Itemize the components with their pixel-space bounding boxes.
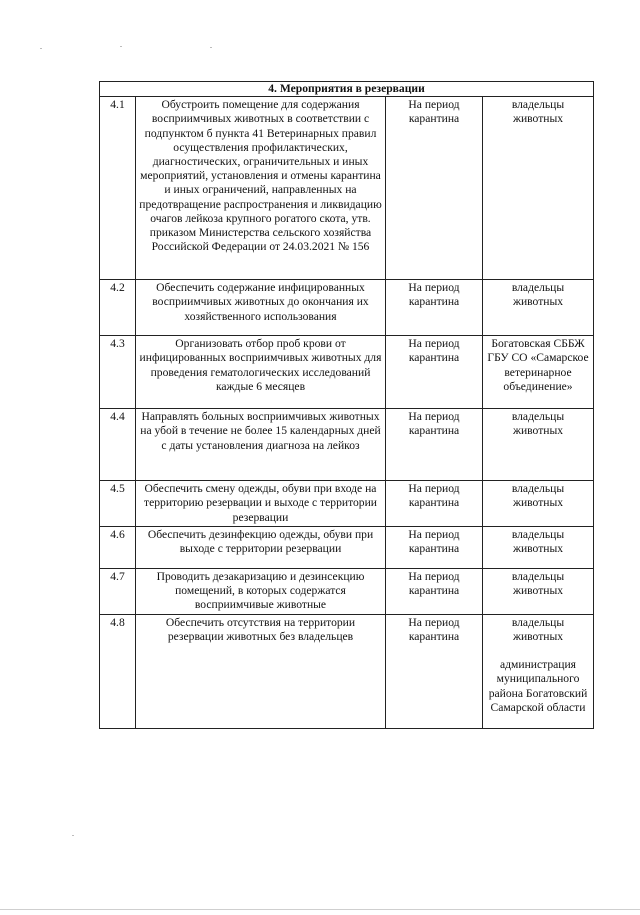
- scan-speck: [40, 48, 42, 49]
- table-row: [100, 526, 594, 568]
- period-cell: На период карантина: [386, 97, 483, 280]
- measure-text: Обеспечить содержание инфицированных восприимчивых животных до окончания их хозяйственного использования: [136, 280, 386, 336]
- measure-text: Обеспечить дезинфекцию одежды, обуви при выходе с территории резервации: [136, 526, 386, 568]
- period-cell: На период карантина: [386, 336, 483, 409]
- table-row: [100, 568, 594, 614]
- table-row: [100, 614, 594, 728]
- measure-text: Направлять больных восприимчивых животных на убой в течение не более 15 календарных дней с даты установления диагноза на лейкоз: [136, 409, 386, 481]
- table-row: [100, 280, 594, 336]
- table-row: [100, 336, 594, 409]
- table-row: [100, 97, 594, 280]
- row-number: 4.8: [100, 614, 136, 728]
- scan-edge-line: [0, 909, 640, 910]
- measures-table: [99, 81, 594, 729]
- scan-speck: [210, 47, 212, 48]
- measure-text: Обеспечить смену одежды, обуви при входе на территорию резервации и выходе с территории резервации: [136, 481, 386, 527]
- responsible-cell: владельцы животных: [483, 526, 594, 568]
- row-number: 4.6: [100, 526, 136, 568]
- section-header-row: [100, 82, 594, 97]
- responsible-owners: владельцы животных: [511, 615, 565, 644]
- responsible-cell: Богатовская СББЖ ГБУ СО «Самарское ветеринарное объединение»: [483, 336, 594, 409]
- period-cell: На период карантина: [386, 280, 483, 336]
- responsible-cell: владельцы животных: [483, 97, 594, 280]
- period-cell: На период карантина: [386, 526, 483, 568]
- measure-text: Проводить дезакаризацию и дезинсекцию помещений, в которых содержатся восприимчивые животные: [136, 568, 386, 614]
- measure-text: Организовать отбор проб крови от инфицированных восприимчивых животных для проведения гематологических исследований каждые 6 месяцев: [136, 336, 386, 409]
- row-number: 4.7: [100, 568, 136, 614]
- section-title: 4. Мероприятия в резервации: [100, 82, 594, 97]
- responsible-administration: администрация муниципального района Богатовский Самарской области: [488, 658, 588, 714]
- measure-text: Обеспечить отсутствия на территории резервации животных без владельцев: [136, 614, 386, 728]
- scan-speck: [72, 835, 74, 836]
- measure-text: Обустроить помещение для содержания восприимчивых животных в соответствии с подпунктом б пункта 41 Ветеринарных правил осуществления профилактических, диагностических, ограничительных и иных мероприятий, установления и отмены карантина и иных ограничений, направленных на предотвращение распространения и ликвидацию очагов лейкоза крупного рогатого скота, утв. приказом Министерства сельского хозяйства Российской Федерации от 24.03.2021 № 156: [136, 97, 386, 280]
- period-cell: На период карантина: [386, 568, 483, 614]
- scan-speck: [120, 46, 122, 47]
- row-number: 4.3: [100, 336, 136, 409]
- row-number: 4.1: [100, 97, 136, 280]
- table-row: [100, 481, 594, 527]
- responsible-cell: владельцы животных: [483, 409, 594, 481]
- period-cell: На период карантина: [386, 409, 483, 481]
- row-number: 4.2: [100, 280, 136, 336]
- period-cell: На период карантина: [386, 481, 483, 527]
- responsible-cell: владельцы животных: [483, 481, 594, 527]
- responsible-cell: [483, 614, 594, 728]
- responsible-cell: владельцы животных: [483, 568, 594, 614]
- row-number: 4.4: [100, 409, 136, 481]
- period-cell: На период карантина: [386, 614, 483, 728]
- responsible-cell: владельцы животных: [483, 280, 594, 336]
- table-row: [100, 409, 594, 481]
- row-number: 4.5: [100, 481, 136, 527]
